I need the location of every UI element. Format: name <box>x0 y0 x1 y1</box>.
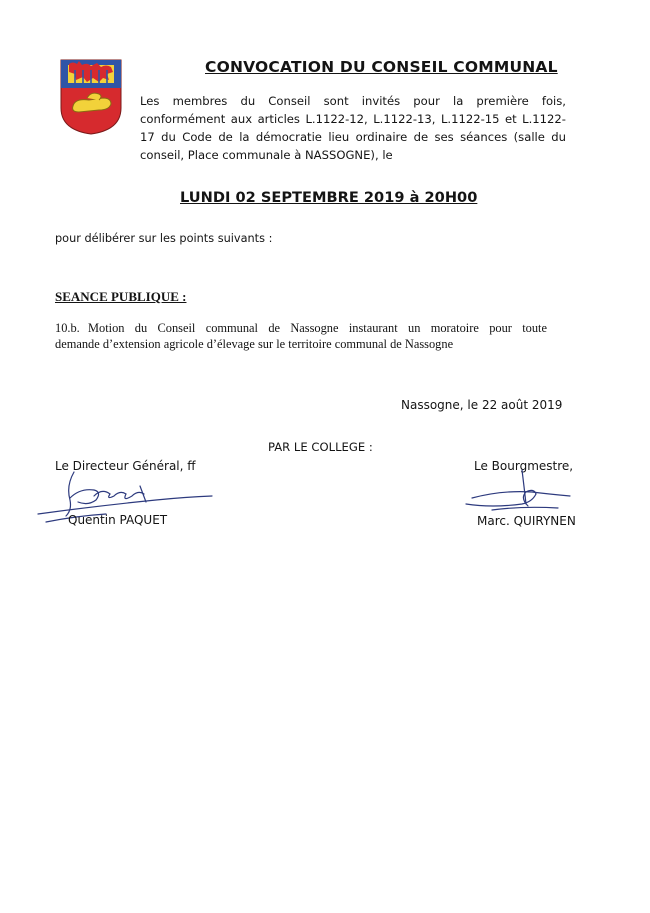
municipal-crest-logo <box>59 58 123 136</box>
intro-paragraph: Les membres du Conseil sont invités pour la première fois, conformément aux articles L.1122-12, L.1122-13, L.1122-15 et L.1122-17 du Code de la démocratie lieu ordinaire de ses séances (salle du conseil, Place communale à NASSOGNE), le <box>140 94 566 162</box>
agenda-lead-text: pour délibérer sur les points suivants : <box>55 232 273 245</box>
mayor-signature <box>462 468 574 514</box>
mayor-title: Le Bourgmestre, <box>474 459 574 473</box>
place-date: Nassogne, le 22 août 2019 <box>401 398 563 412</box>
agenda-item-text-line-1: Motion du Conseil communal de Nassogne instaurant un moratoire pour toute <box>88 321 547 335</box>
college-label: PAR LE COLLEGE : <box>268 440 373 454</box>
mayor-name: Marc. QUIRYNEN <box>477 514 576 528</box>
document-title: CONVOCATION DU CONSEIL COMMUNAL <box>205 58 558 76</box>
director-name: Quentin PAQUET <box>68 513 168 527</box>
section-heading: SEANCE PUBLIQUE : <box>55 289 187 304</box>
agenda-item-text-line-2: demande d’extension agricole d’élevage sur le territoire communal de Nassogne <box>55 337 454 351</box>
agenda-item <box>55 320 547 352</box>
director-title: Le Directeur Général, ff <box>55 459 196 473</box>
meeting-date: LUNDI 02 SEPTEMBRE 2019 à 20H00 <box>180 189 478 206</box>
agenda-item-number: 10.b. <box>55 321 80 335</box>
